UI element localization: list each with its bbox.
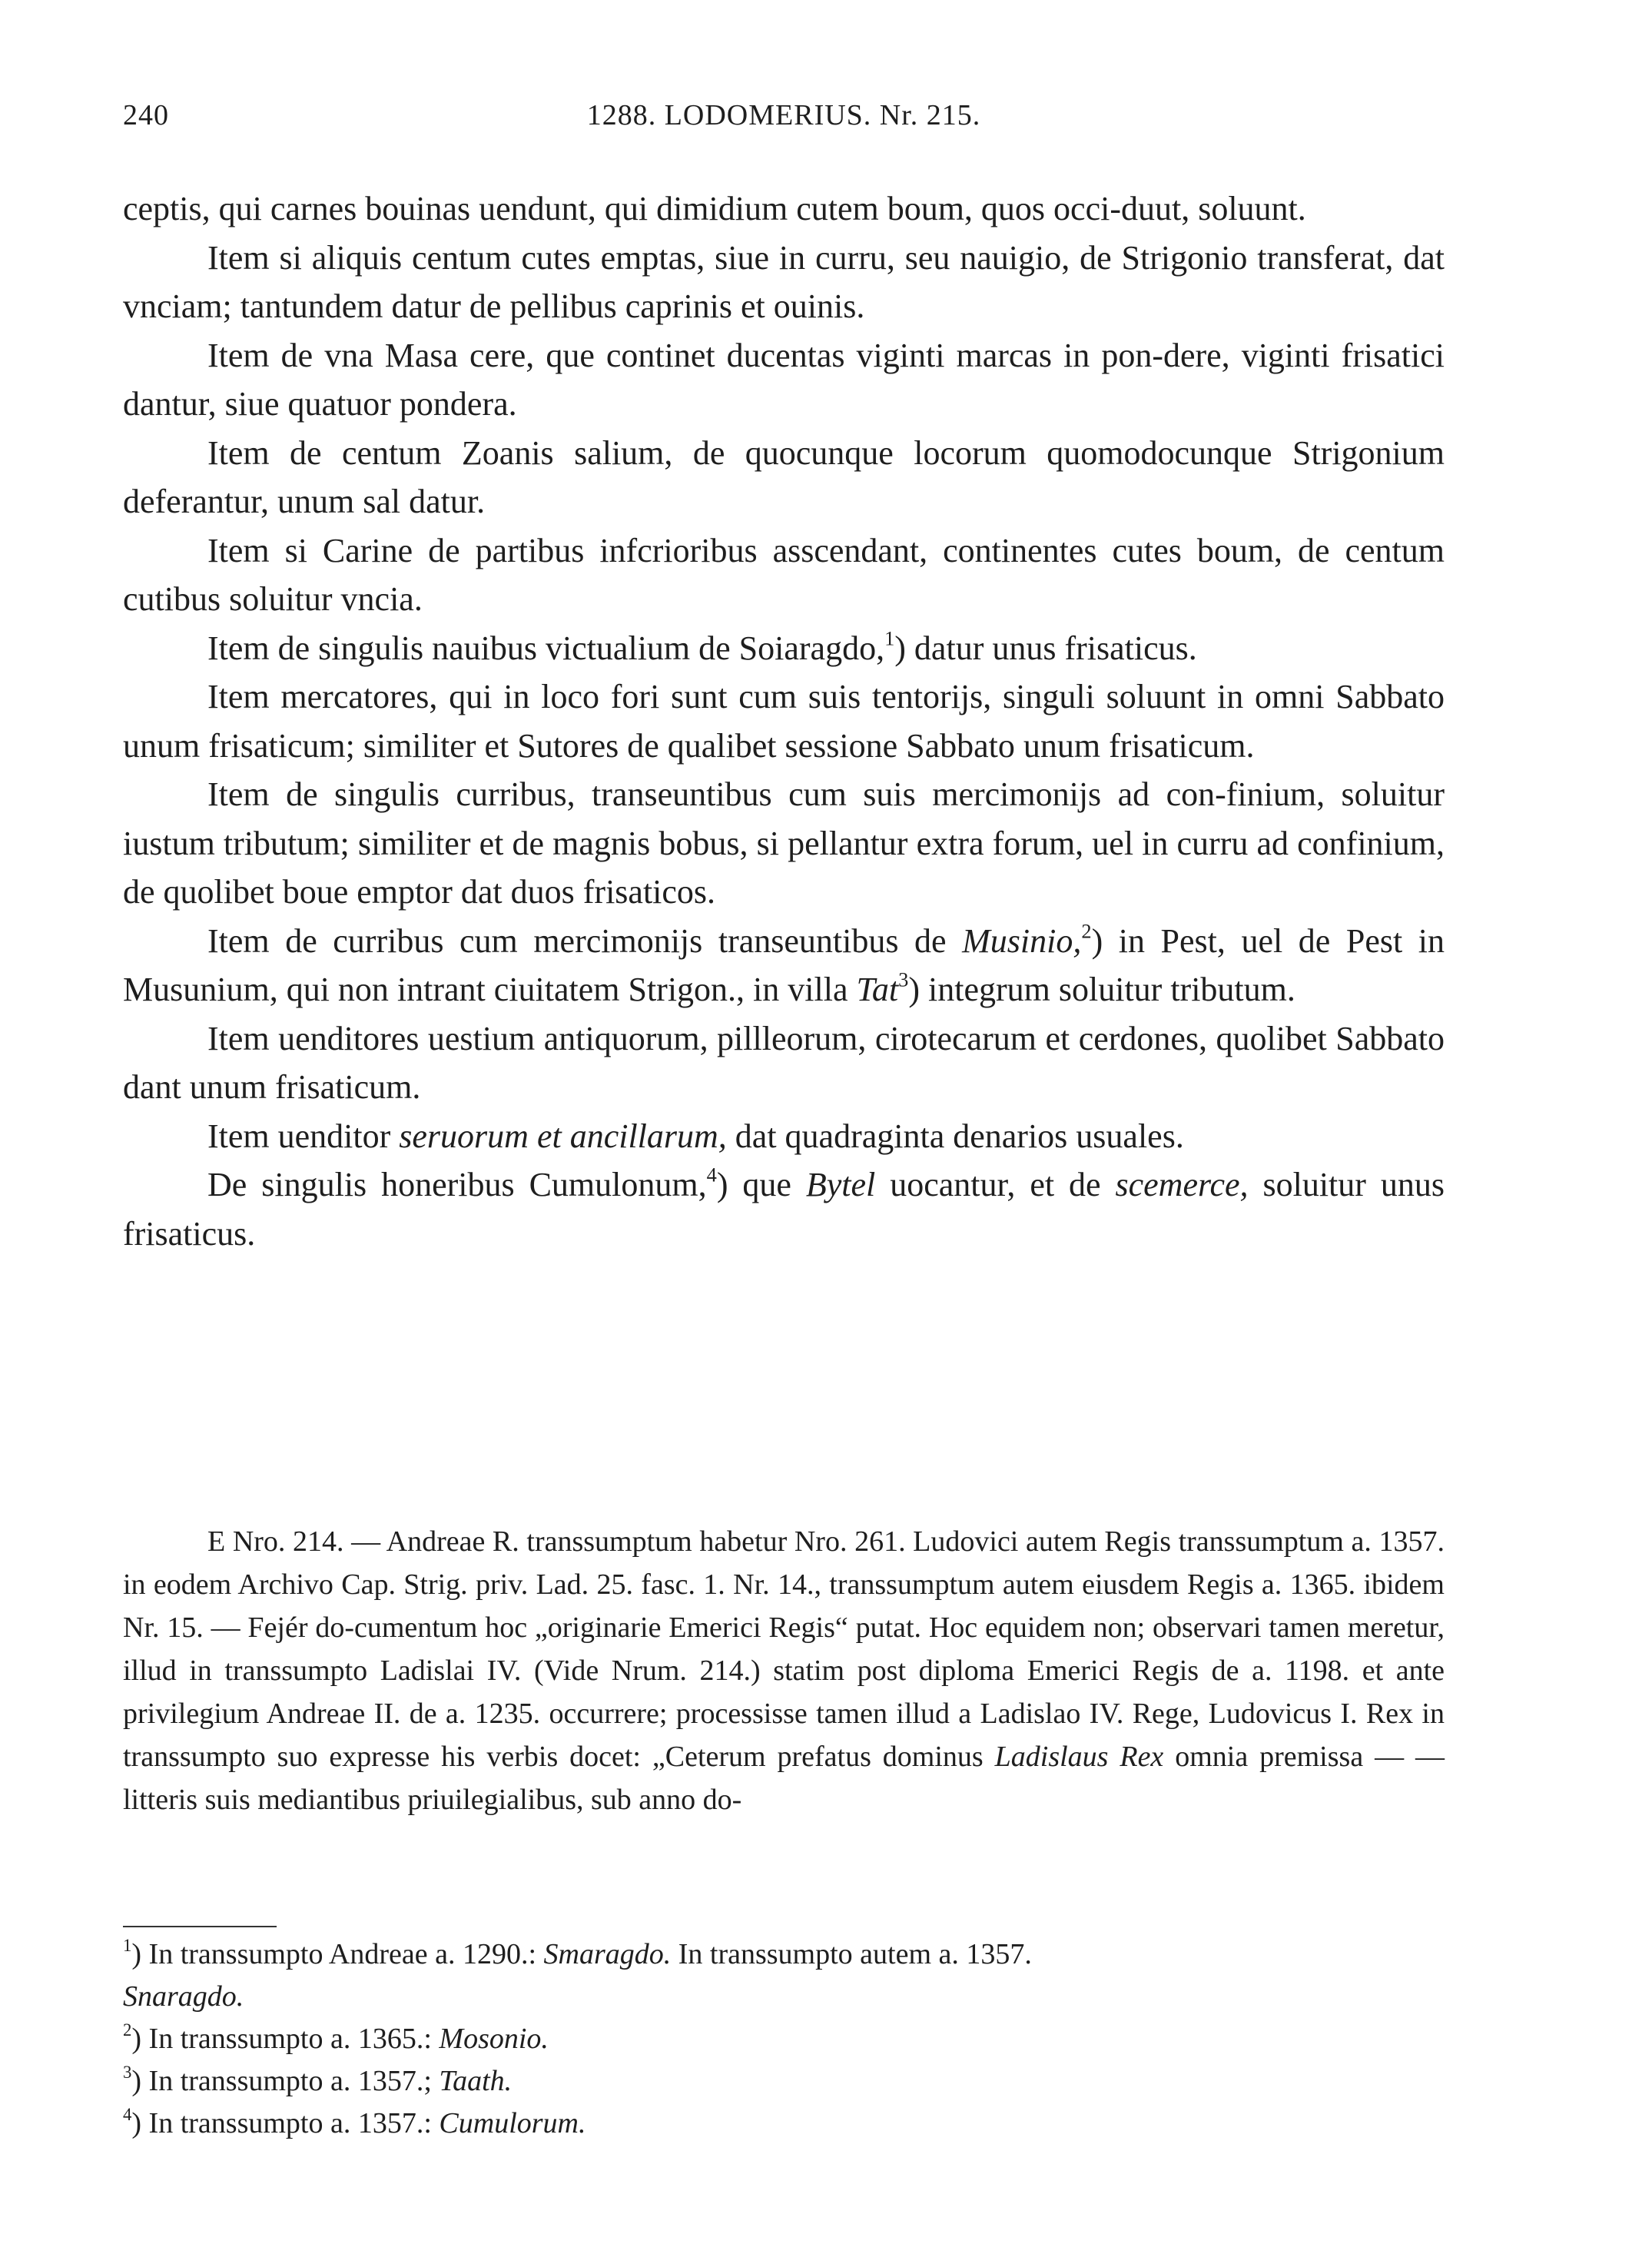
footnote-ref-3: 3 xyxy=(898,968,909,991)
paragraph-1: ceptis, qui carnes bouinas uendunt, qui dimidium cutem boum, quos occi-duut, soluunt. xyxy=(123,190,1306,227)
main-text xyxy=(123,184,1445,1258)
paragraph-9-text: Item de curribus cum mercimonijs transeuntibus de xyxy=(207,921,963,960)
footnote-italic: Mosonio. xyxy=(439,2023,549,2055)
paragraph-12-mid: ) que xyxy=(716,1166,806,1203)
paragraph-9-mid: ) in Pest, uel de Pest in Musunium, qui non intrant ciuitatem Strigon., in villa xyxy=(123,921,1445,1008)
footnote-mark: 4 xyxy=(123,2105,132,2125)
paragraph-5: Item si Carine de partibus infcrioribus asscendant, continentes cutes boum, de centum cutibus soluitur vncia. xyxy=(123,531,1445,618)
footnotes xyxy=(123,1933,1445,2145)
italic-phrase: seruorum et ancillarum, xyxy=(399,1117,727,1155)
footnote-text: ) In transsumpto a. 1357.: xyxy=(131,2107,440,2139)
paragraph-9 xyxy=(123,917,1445,1014)
paragraph-11-tail: dat quadraginta denarios usuales. xyxy=(726,1117,1184,1155)
paragraph-12-tail: soluitur unus frisaticus. xyxy=(123,1166,1445,1253)
paragraph-6-text: Item de singulis nauibus victualium de Soiaragdo, xyxy=(207,629,885,667)
footnote-ref-1: 1 xyxy=(884,626,895,650)
footnote-mark: 1 xyxy=(123,1936,132,1956)
place-tat: Tat xyxy=(856,971,899,1008)
page-header xyxy=(123,98,1445,144)
footnote-text: ) In transsumpto a. 1365.: xyxy=(131,2023,440,2055)
footnote-1 xyxy=(123,1933,1445,2018)
paragraph-6-tail: ) datur unus frisaticus. xyxy=(894,629,1197,667)
footnote-tail: In transsumpto autem a. 1357. xyxy=(671,1938,1032,1970)
footnote-italic: Smaragdo. xyxy=(543,1938,672,1970)
note-tail: omnia premissa — — litteris suis mediantibus priuilegialibus, sub anno do- xyxy=(123,1741,1445,1816)
page-number: 240 xyxy=(123,99,169,131)
footnote-text: ) In transsumpto Andreae a. 1290.: xyxy=(131,1938,544,1970)
footnote-continuation: Snaragdo. xyxy=(123,1980,244,2013)
paragraph-6 xyxy=(123,624,1445,673)
footnote-divider xyxy=(123,1926,277,1927)
paragraph-11-text: Item uenditor xyxy=(207,1117,400,1155)
footnote-mark: 2 xyxy=(123,2020,132,2040)
footnote-ref-4: 4 xyxy=(706,1163,717,1187)
footnote-italic: Cumulorum. xyxy=(439,2107,586,2139)
paragraph-4: Item de centum Zoanis salium, de quocunque locorum quomodocunque Strigonium deferantur, unum sal datur. xyxy=(123,433,1445,520)
note-text: E Nro. 214. — Andreae R. transsumptum habetur Nro. 261. Ludovici autem Regis transsumptum a. 1357. in eodem Archivo Cap. Strig. priv. Lad. 25. fasc. 1. Nr. 14., transsumptum autem eiusdem Regis a. 1365. ibidem Nr. 15. — Fejér do-cumentum hoc „originarie Emerici Regis“ putat. Hoc equidem non; observari tamen meretur, illud in transsumpto Ladislai IV. (Vide Nrum. 214.) statim post diploma Emerici Regis de a. 1198. et ante privilegium Andreae II. de a. 1235. occurrere; processisse tamen illud a Ladislao IV. Rege, Ludovicus I. Rex in transsumpto suo expresse his verbis docet: „Ceterum prefatus dominus xyxy=(123,1525,1445,1773)
running-head: 1288. LODOMERIUS. Nr. 215. xyxy=(586,99,981,131)
paragraph-3: Item de vna Masa cere, que continet ducentas viginti marcas in pon-dere, viginti frisatici dantur, siue quatuor pondera. xyxy=(123,336,1445,423)
footnote-text: ) In transsumpto a. 1357.; xyxy=(131,2065,440,2097)
note-italic: Ladislaus Rex xyxy=(994,1741,1164,1773)
footnote-mark: 3 xyxy=(123,2063,132,2083)
editorial-note xyxy=(123,1520,1445,1821)
paragraph-12-mid2: uocantur, et de xyxy=(875,1166,1116,1203)
footnote-3 xyxy=(123,2060,1445,2103)
paragraph-2: Item si aliquis centum cutes emptas, siue in curru, seu nauigio, de Strigonio transferat, dat vnciam; tantundem datur de pellibus caprinis et ouinis. xyxy=(123,238,1445,325)
footnote-4 xyxy=(123,2103,1445,2145)
footnote-ref-2: 2 xyxy=(1081,919,1092,943)
term-bytel: Bytel xyxy=(805,1166,876,1203)
editorial-note-paragraph xyxy=(123,1520,1445,1821)
paragraph-9-tail: ) integrum soluitur tributum. xyxy=(908,971,1295,1008)
paragraph-11 xyxy=(123,1112,1445,1161)
paragraph-12-text: De singulis honeribus Cumulonum, xyxy=(207,1166,707,1203)
paragraph-7: Item mercatores, qui in loco fori sunt cum suis tentorijs, singuli soluunt in omni Sabbato unum frisaticum; similiter et Sutores de qualibet sessione Sabbato unum frisaticum. xyxy=(123,678,1445,765)
paragraph-12 xyxy=(123,1160,1445,1258)
paragraph-10: Item uenditores uestium antiquorum, pillleorum, cirotecarum et cerdones, quolibet Sabbato dant unum frisaticum. xyxy=(123,1019,1445,1106)
paragraph-8: Item de singulis curribus, transeuntibus cum suis mercimonijs ad con-finium, soluitur iustum tributum; similiter et de magnis bobus, si pellantur extra forum, uel in curru ad confinium, de quolibet boue emptor dat duos frisaticos. xyxy=(123,775,1445,911)
term-scemerce: scemerce, xyxy=(1115,1166,1249,1203)
footnote-2 xyxy=(123,2018,1445,2060)
place-musinio: Musinio, xyxy=(962,921,1082,960)
footnote-italic: Taath. xyxy=(439,2065,513,2097)
